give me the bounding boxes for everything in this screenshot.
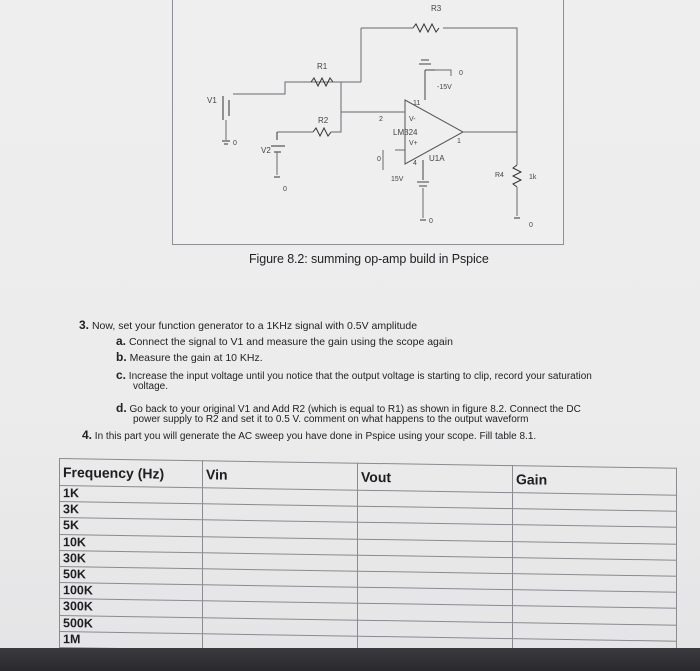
figure-caption: Figure 8.2: summing op-amp build in Pspice (249, 252, 489, 266)
gnd-label-vplus: 0 (377, 156, 381, 163)
question-3b (116, 350, 263, 364)
r3-label: R3 (431, 4, 442, 13)
frequency-cell: 10K (60, 534, 203, 552)
question-3c-cont: voltage. (133, 381, 169, 392)
question-3-text: Now, set your function generator to a 1KHz signal with 0.5V amplitude (91, 320, 418, 332)
frequency-cell: 300K (60, 599, 203, 617)
question-3d-cont: power supply to R2 and set it to 0.5 V. comment on what happens to the output waveform (133, 414, 529, 425)
gnd-label-r4: 0 (529, 222, 533, 229)
question-3c-text: Increase the input voltage until you notice that the output voltage is starting to clip, record your saturation (128, 371, 592, 382)
vplus-label: V+ (409, 140, 418, 147)
question-3b-letter: b. (116, 350, 127, 364)
question-3d (116, 401, 581, 415)
r4-label: R4 (495, 172, 504, 179)
chip-label: LM324 (393, 128, 418, 137)
pos15-label: 15V (391, 176, 404, 183)
pin11-label: 11 (413, 100, 421, 107)
frequency-cell: 30K (60, 550, 203, 568)
data-table (59, 458, 677, 658)
vminus-label: V- (409, 116, 416, 123)
question-3d-text: Go back to your original V1 and Add R2 (which is equal to R1) as shown in figure 8.2. Connect the DC (129, 404, 581, 415)
frequency-cell: 3K (60, 502, 203, 520)
photo-shadow (0, 648, 700, 671)
frequency-cell: 50K (60, 566, 203, 584)
pin2-label: 2 (379, 116, 383, 123)
frequency-cell: 500K (60, 615, 203, 633)
frequency-cell: 1M (60, 631, 203, 650)
gnd-label-v2: 0 (283, 186, 287, 193)
question-3a-letter: a. (116, 334, 127, 348)
v2-label: V2 (261, 146, 271, 155)
question-3a (116, 334, 453, 348)
gnd-label-supply-neg: 0 (459, 70, 463, 77)
gnd-label-v1: 0 (233, 140, 237, 147)
question-3-number: 3. (79, 318, 90, 332)
gnd-label-supply-pos: 0 (429, 218, 433, 225)
schematic-drawing (173, 0, 563, 244)
question-3d-letter: d. (116, 401, 127, 415)
frequency-cell: 100K (60, 583, 203, 601)
v1-label: V1 (207, 96, 217, 105)
pin4-label: 4 (413, 160, 417, 167)
circuit-schematic (172, 0, 564, 245)
question-3b-text: Measure the gain at 10 KHz. (129, 352, 263, 364)
frequency-cell: 1K (60, 486, 203, 504)
question-3c-letter: c. (116, 368, 127, 382)
frequency-table (59, 458, 677, 658)
header-vin: Vin (203, 461, 358, 490)
r4-value: 1k (529, 174, 537, 181)
header-vout: Vout (358, 463, 513, 492)
r1-label: R1 (317, 62, 328, 71)
question-3c (116, 368, 592, 382)
u1a-label: U1A (429, 154, 445, 163)
question-4 (82, 428, 536, 442)
r2-label: R2 (318, 116, 329, 125)
neg15-label: -15V (437, 84, 452, 91)
header-gain: Gain (513, 466, 677, 496)
header-frequency: Frequency (Hz) (60, 459, 203, 488)
pin1-label: 1 (457, 138, 461, 145)
question-3 (79, 318, 417, 332)
question-4-text: In this part you will generate the AC sweep you have done in Pspice using your scope. Fill table 8.1. (94, 431, 537, 442)
question-3a-text: Connect the signal to V1 and measure the gain using the scope again (128, 336, 453, 348)
question-4-number: 4. (82, 428, 93, 442)
frequency-cell: 5K (60, 518, 203, 536)
